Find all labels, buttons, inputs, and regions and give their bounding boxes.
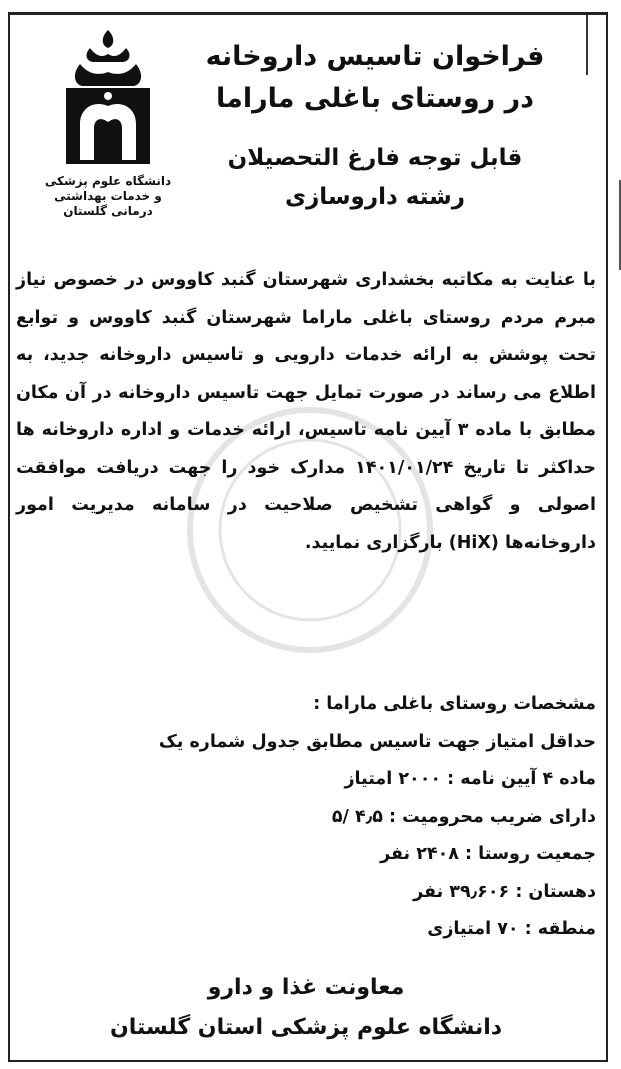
notice-title: فراخوان تاسیس داروخانه — [205, 41, 545, 72]
spec-deprivation: دارای ضریب محرومیت : ۴٫۵ /۵ — [331, 806, 596, 827]
village-specs — [16, 686, 596, 949]
spec-region: منطقه : ۷۰ امتیازی — [427, 919, 596, 939]
spec-min-score: حداقل امتیاز جهت تاسیس مطابق جدول شماره یک — [158, 731, 596, 752]
footer-department: معاونت غذا و دارو — [207, 975, 405, 1000]
university-emblem-icon — [60, 28, 156, 168]
notice-subtitle-line2: رشته داروسازی — [284, 184, 465, 210]
notice-subtitle: قابل توجه فارغ التحصیلان — [227, 145, 523, 171]
logo-caption-line: و خدمات بهداشتی — [54, 189, 162, 203]
notice-body-paragraph: با عنایت به مکاتبه بخشداری شهرستان گنبد کاووس در خصوص نیاز مبرم مردم روستای باغلی ماراما شهرستان گنبد کاووس و توابع تحت پوشش به ارائه خدمات دارویی و تاسیس داروخانه جدید، به اطلاع می رساند در صورت تمایل جهت تاسیس داروخانه در آن مکان مطابق با ماده ۳ آیین نامه تاسیس، ارائه خدمات و اداره داروخانه ها حداکثر تا تاریخ ۱۴۰۱/۰۱/۲۴ مدارک خود را جهت دریافت موافقت اصولی و گواهی تشخیص صلاحیت در سامانه مدیریت امور داروخانه‌ها (HiX) بارگزاری نمایید. — [16, 270, 596, 553]
footer-university: دانشگاه علوم پزشکی استان گلستان — [109, 1015, 503, 1040]
scan-edge-mark — [611, 180, 621, 270]
notice-header — [150, 36, 600, 216]
specs-heading: مشخصات روستای باغلی ماراما : — [313, 694, 596, 714]
logo-caption-line: درمانی گلستان — [63, 204, 153, 218]
spec-article: ماده ۴ آیین نامه : ۲۰۰۰ امتیاز — [344, 769, 596, 789]
notice-title-line2: در روستای باغلی ماراما — [216, 83, 534, 114]
spec-district: دهستان : ۳۹٫۶۰۶ نفر — [413, 881, 596, 902]
logo-caption-line: دانشگاه علوم پزشکی — [44, 174, 172, 188]
notice-footer — [16, 968, 596, 1048]
spec-population: جمعیت روستا : ۲۴۰۸ نفر — [380, 844, 596, 864]
